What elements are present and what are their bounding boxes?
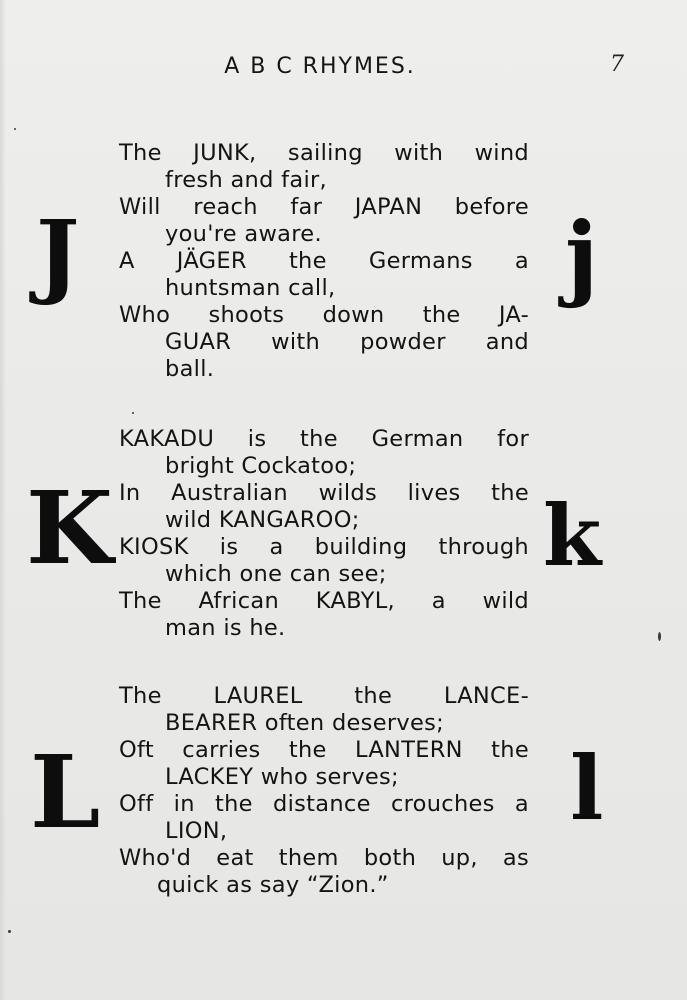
verse-line: man is he. xyxy=(165,615,286,641)
verse-line: Will reach far JAPAN before xyxy=(119,194,529,220)
verse-j xyxy=(119,140,529,383)
verse-l xyxy=(119,683,529,899)
paper-speck xyxy=(14,128,16,130)
verse-line: A JÄGER the Germans a xyxy=(119,248,529,274)
verse-line: Off in the distance crouches a xyxy=(119,791,529,817)
verse-line: LACKEY who serves; xyxy=(165,764,399,790)
verse-line: ball. xyxy=(165,356,215,382)
verse-line: KIOSK is a building through xyxy=(119,534,529,560)
verse-line: you're aware. xyxy=(165,221,322,247)
verse-line: fresh and fair, xyxy=(165,167,327,193)
paper-speck xyxy=(658,632,661,641)
verse-line: quick as say “Zion.” xyxy=(157,872,389,898)
big-letter-upper-k: K xyxy=(26,469,113,587)
verse-line: Who'd eat them both up, as xyxy=(119,845,529,871)
big-letter-lower-l: l xyxy=(570,736,604,840)
verse-line: LION, xyxy=(165,818,228,844)
verse-line: wild KANGAROO; xyxy=(165,507,360,533)
verse-line: Who shoots down the JA- xyxy=(119,302,529,328)
verse-line: Oft carries the LANTERN the xyxy=(119,737,529,763)
verse-line: The African KABYL, a wild xyxy=(119,588,529,614)
big-letter-lower-k: k xyxy=(543,486,602,585)
paper-speck xyxy=(132,412,134,414)
verse-line: KAKADU is the German for xyxy=(119,426,529,452)
verse-k xyxy=(119,426,529,642)
big-letter-upper-l: L xyxy=(30,733,101,851)
paper-speck xyxy=(8,930,11,933)
page-edge-shadow xyxy=(0,0,6,1000)
verse-line: bright Cockatoo; xyxy=(165,453,357,479)
page-number: 7 xyxy=(610,52,624,77)
verse-line: In Australian wilds lives the xyxy=(119,480,529,506)
verse-line: The JUNK, sailing with wind xyxy=(119,140,529,166)
verse-line: BEARER often deserves; xyxy=(165,710,445,736)
big-letter-lower-j: j xyxy=(565,202,599,310)
verse-line: huntsman call, xyxy=(165,275,336,301)
verse-line: which one can see; xyxy=(165,561,387,587)
verse-line: The LAUREL the LANCE- xyxy=(119,683,529,709)
page-header-title: A B C RHYMES. xyxy=(224,54,416,79)
verse-line: GUAR with powder and xyxy=(165,329,529,355)
big-letter-upper-j: J xyxy=(36,200,80,308)
